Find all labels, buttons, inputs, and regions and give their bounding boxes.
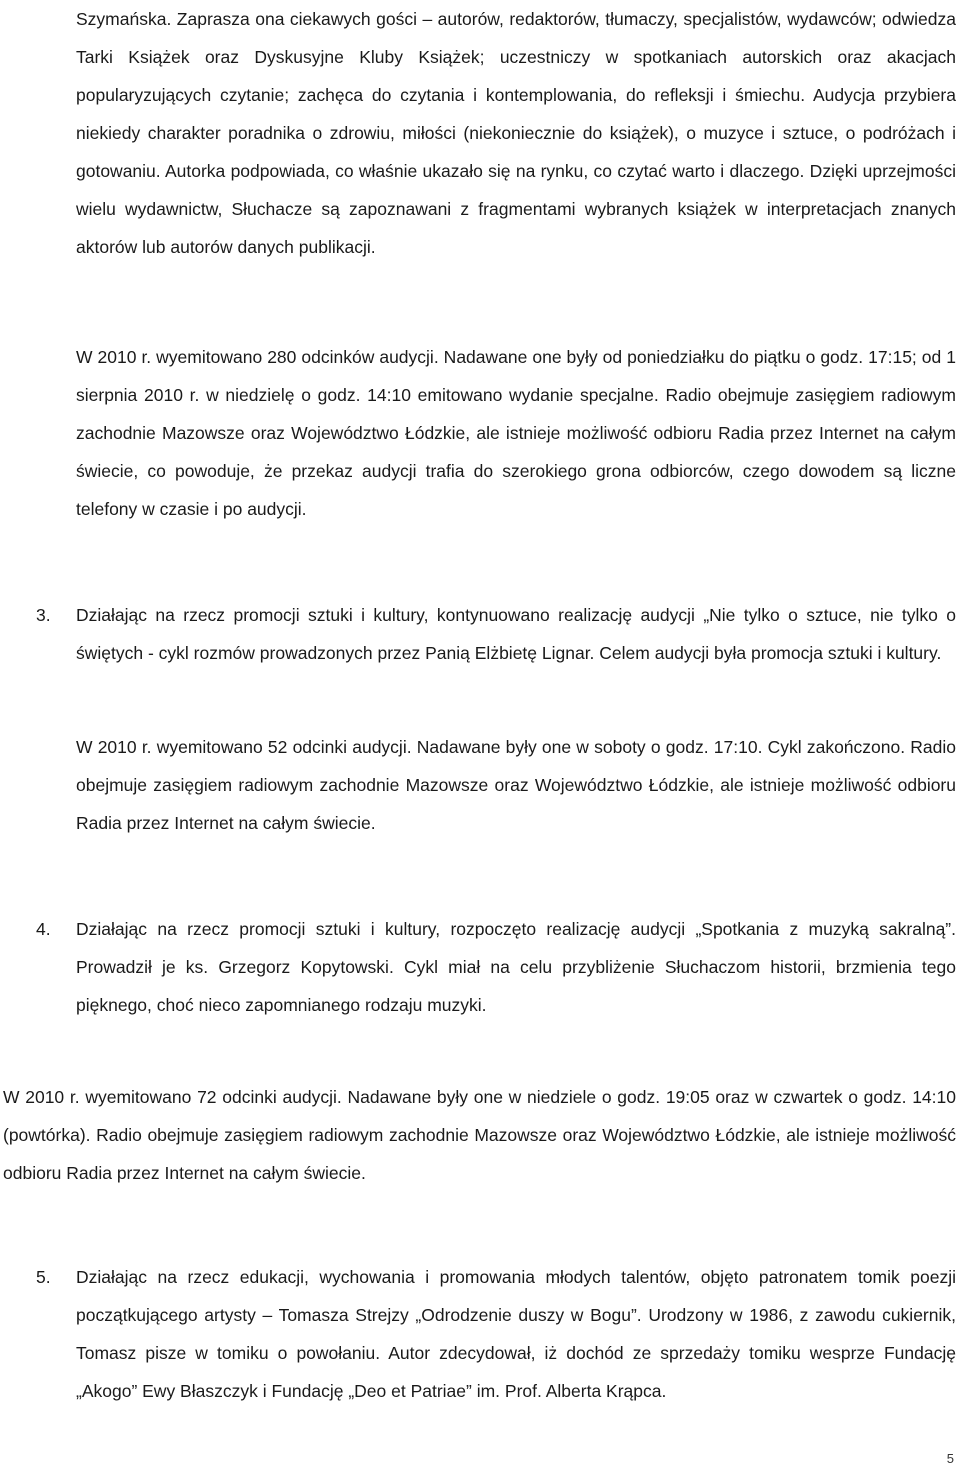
page-number: 5 bbox=[946, 1451, 954, 1466]
paragraph-intro: Szymańska. Zaprasza ona ciekawych gości – autorów, redaktorów, tłumaczy, specjalistów, wydawców; odwiedza Tarki Książek oraz Dyskusyjne Kluby Książek; uczestniczy w spotkaniach autorskich oraz akacjach popularyzujących czytanie; zachęca do czytania i kontemplowania, do refleksji i śmiechu. Audycja przybiera niekiedy charakter poradnika o zdrowiu, miłości (niekoniecznie do książek), o muzyce i sztuce, o podróżach i gotowaniu. Autorka podpowiada, co właśnie ukazało się na rynku, co czytać warto i dlaczego. Dzięki uprzejmości wielu wydawnictw, Słuchacze są zapoznawani z fragmentami wybranych książek w interpretacjach znanych aktorów lub autorów danych publikacji. bbox=[76, 9, 956, 257]
paragraph-emission-2010-a: W 2010 r. wyemitowano 280 odcinków audycji. Nadawane one były od poniedziałku do piątku o godz. 17:15; od 1 sierpnia 2010 r. w niedzielę o godz. 14:10 emitowano wydanie specjalne. Radio obejmuje zasięgiem radiowym zachodnie Mazowsze oraz Województwo Łódzkie, ale istnieje możliwość odbioru Radia przez Internet na całym świecie, co powoduje, że przekaz audycji trafia do szerokiego grona odbiorców, czego dowodem są liczne telefony w czasie i po audycji. bbox=[76, 347, 956, 519]
list-item-number: 4. bbox=[36, 919, 51, 939]
paragraph-emission-2010-b: W 2010 r. wyemitowano 52 odcinki audycji. Nadawane były one w soboty o godz. 17:10. Cykl zakończono. Radio obejmuje zasięgiem radiowym zachodnie Mazowsze oraz Województwo Łódzkie, ale istnieje możliwość odbioru Radia przez Internet na całym świecie. bbox=[76, 737, 956, 833]
list-item-text: Działając na rzecz promocji sztuki i kultury, rozpoczęto realizację audycji „Spotkania z muzyką sakralną”. Prowadził je ks. Grzegorz Kopytowski. Cykl miał na celu przybliżenie Słuchaczom historii, brzmienia tego pięknego, choć nieco zapomnianego rodzaju muzyki. bbox=[76, 919, 956, 1015]
list-item-text: Działając na rzecz edukacji, wychowania i promowania młodych talentów, objęto patronatem tomik poezji początkującego artysty – Tomasza Strejzy „Odrodzenie duszy w Bogu”. Urodzony w 1986, z zawodu cukiernik, Tomasz pisze w tomiku o powołaniu. Autor zdecydował, iż dochód ze sprzedaży tomiku wesprze Fundację „Akogo” Ewy Błaszczyk i Fundację „Deo et Patriae” im. Prof. Alberta Krąpca. bbox=[76, 1267, 956, 1401]
paragraph-emission-2010-c: W 2010 r. wyemitowano 72 odcinki audycji. Nadawane były one w niedziele o godz. 19:05 oraz w czwartek o godz. 14:10 (powtórka). Radio obejmuje zasięgiem radiowym zachodnie Mazowsze oraz Województwo Łódzkie, ale istnieje możliwość odbioru Radia przez Internet na całym świecie. bbox=[3, 1087, 956, 1183]
list-item-number: 5. bbox=[36, 1267, 51, 1287]
list-item-number: 3. bbox=[36, 605, 51, 625]
list-item-text: Działając na rzecz promocji sztuki i kultury, kontynuowano realizację audycji „Nie tylko o sztuce, nie tylko o świętych - cykl rozmów prowadzonych przez Panią Elżbietę Lignar. Celem audycji była promocja sztuki i kultury. bbox=[76, 605, 956, 663]
